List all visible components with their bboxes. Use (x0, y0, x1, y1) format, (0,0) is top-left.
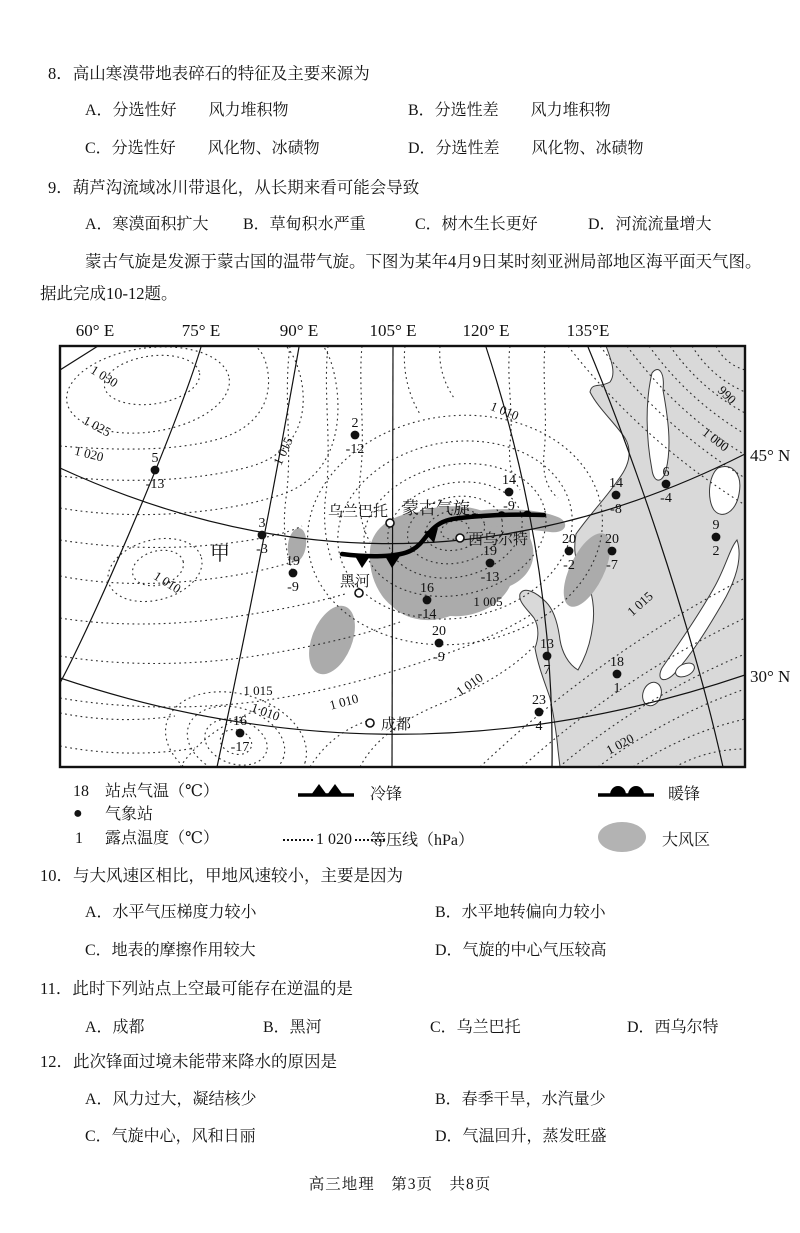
station-temperature: 6 (662, 465, 670, 480)
station-dewpoint: -13 (480, 570, 500, 585)
question-11-stem: 11．此时下列站点上空最可能存在逆温的是 (40, 979, 353, 998)
isobar-value-label: 1 010 (327, 690, 360, 713)
legend-temp-label: 站点气温（℃） (105, 783, 219, 800)
question-8-stem: 8．高山寒漠带地表碎石的特征及主要来源为 (48, 64, 370, 83)
q10-option-c: C．地表的摩擦作用较大 (85, 942, 256, 959)
isobar-value-label: 1 030 (88, 362, 121, 391)
latitude-label: 30° N (750, 667, 791, 686)
q8-option-c: C．分选性好 风化物、冰碛物 (85, 140, 320, 157)
station-dewpoint: 1 (613, 681, 621, 696)
weather-station-dot (662, 480, 671, 489)
weather-station-dot (151, 466, 160, 475)
region-label-jia: 甲 (210, 543, 230, 565)
city-label: 西乌尔特 (468, 532, 529, 548)
meridian-label: 120° E (462, 321, 510, 340)
warm-front-icon (598, 782, 654, 805)
q12-option-c: C．气旋中心，风和日丽 (85, 1128, 256, 1145)
meridian-75e (60, 347, 201, 683)
question-12-stem: 12．此次锋面过境未能带来降水的原因是 (40, 1052, 337, 1071)
q11-option-a: A．成都 (85, 1019, 145, 1036)
station-dot-icon: ● (73, 805, 83, 822)
meridian-label: 75° E (181, 321, 221, 340)
q11-option-d: D．西乌尔特 (627, 1019, 719, 1036)
cyclone-label: 蒙古气旋 (402, 499, 470, 518)
isobar-value-label: 1 015 (624, 588, 656, 620)
isobar-value-label: 1 015 (269, 434, 296, 468)
latitude-label: 45° N (750, 446, 791, 465)
isobar-value-label: 1 010 (453, 669, 486, 699)
gale-area-icon (598, 822, 646, 857)
weather-station-dot (351, 431, 360, 440)
station-dewpoint: -14 (417, 607, 437, 622)
city-marker (456, 534, 464, 542)
station-temperature: 9 (712, 518, 720, 533)
weather-station-dot (565, 547, 574, 556)
weather-station-dot (712, 533, 721, 542)
q10-option-b: B．水平地转偏向力较小 (435, 904, 606, 921)
gale-area-left (300, 599, 364, 681)
q8-option-a: A．分选性好 风力堆积物 (85, 102, 289, 119)
legend-warm-front-label: 暖锋 (668, 786, 701, 803)
weather-station-dot (612, 491, 621, 500)
station-temperature: 18 (610, 655, 624, 670)
weather-station-dot (289, 569, 298, 578)
station-temperature: 14 (609, 476, 623, 491)
legend-cold-front-label: 冷锋 (370, 786, 403, 803)
q9-option-b: B．草甸积水严重 (243, 216, 366, 233)
question-9-stem: 9．葫芦沟流域冰川带退化，从长期来看可能会导致 (48, 178, 420, 197)
station-temperature: 16 (420, 581, 434, 596)
station-temperature: 2 (351, 416, 359, 431)
legend-isobar-label: 等压线（hPa） (370, 832, 475, 849)
isobar-symbol-value: 1 020 (316, 831, 352, 848)
q10-option-d: D．气旋的中心气压较高 (435, 942, 607, 959)
station-dewpoint: 4 (535, 719, 543, 734)
station-dewpoint: -7 (606, 558, 618, 573)
station-dewpoint: -9 (433, 650, 445, 665)
q10-option-a: A．水平气压梯度力较小 (85, 904, 257, 921)
station-dewpoint: -9 (287, 580, 299, 595)
isobar-value-label: 1 025 (80, 412, 114, 440)
station-dewpoint: 2 (712, 544, 720, 559)
city-marker (366, 719, 374, 727)
station-dewpoint: -8 (610, 502, 622, 517)
legend-dew-label: 露点温度（℃） (105, 830, 219, 847)
legend-temp-symbol: 18 (73, 783, 89, 800)
weather-map (40, 318, 800, 778)
station-dewpoint: -2 (563, 558, 575, 573)
isobar-value-label: 1 020 (603, 730, 637, 758)
station-dewpoint: -4 (660, 491, 672, 506)
station-temperature: 13 (540, 637, 554, 652)
legend-gale-label: 大风区 (662, 832, 711, 849)
weather-station-dot (486, 559, 495, 568)
station-temperature: 20 (605, 532, 619, 547)
q9-option-d: D．河流流量增大 (588, 216, 712, 233)
isobar-value-label: 1 020 (73, 442, 106, 465)
weather-station-dot (435, 639, 444, 648)
station-dewpoint: 7 (543, 663, 551, 678)
page-footer: 高三地理 第3页 共8页 (308, 1176, 492, 1193)
city-label: 成都 (381, 717, 412, 733)
legend-dew-symbol: 1 (75, 830, 83, 847)
meridian-label: 105° E (369, 321, 417, 340)
meridian-label: 60° E (75, 321, 115, 340)
station-temperature: 16 (233, 714, 247, 729)
city-label: 乌兰巴托 (328, 504, 389, 520)
city-marker (386, 519, 394, 527)
station-temperature: 23 (532, 693, 546, 708)
station-temperature: 19 (286, 554, 300, 569)
question-10-stem: 10．与大风速区相比，甲地风速较小，主要是因为 (40, 866, 403, 885)
q9-option-a: A．寒漠面积扩大 (85, 216, 209, 233)
weather-station-dot (258, 531, 267, 540)
q11-option-b: B．黑河 (263, 1019, 322, 1036)
map-legend (40, 778, 780, 860)
station-temperature: 14 (502, 473, 516, 488)
isobar-value-label: 1 010 (249, 699, 282, 724)
station-dewpoint: -13 (145, 477, 165, 492)
q11-option-c: C．乌兰巴托 (430, 1019, 521, 1036)
cold-front-triangle (355, 556, 370, 568)
isobar-value-label: 1 005 (473, 594, 503, 609)
station-dewpoint: -12 (345, 442, 365, 457)
intro-paragraph-line2: 据此完成10-12题。 (40, 284, 178, 303)
meridian-label: 90° E (279, 321, 319, 340)
q12-option-b: B．春季干旱，水汽量少 (435, 1091, 606, 1108)
weather-map-svg (40, 318, 800, 778)
weather-station-dot (505, 488, 514, 497)
intro-paragraph-line1: 蒙古气旋是发源于蒙古国的温带气旋。下图为某年4月9日某时刻亚洲局部地区海平面天气图。 (85, 252, 762, 271)
isobar-value-label: 1 015 (243, 683, 273, 698)
station-temperature: 20 (432, 624, 446, 639)
weather-station-dot (236, 729, 245, 738)
station-dewpoint: -3 (256, 542, 268, 557)
weather-station-dot (535, 708, 544, 717)
q8-option-d: D．分选性差 风化物、冰碛物 (408, 140, 644, 157)
station-temperature: 19 (483, 544, 497, 559)
cold-front-icon (298, 782, 354, 805)
station-temperature: 20 (562, 532, 576, 547)
weather-station-dot (613, 670, 622, 679)
isobar-value-label: 1 010 (151, 568, 184, 597)
city-label: 黑河 (340, 574, 371, 590)
q8-option-b: B．分选性差 风力堆积物 (408, 102, 611, 119)
city-marker (355, 589, 363, 597)
station-temperature: 3 (258, 516, 266, 531)
weather-station-dot (608, 547, 617, 556)
weather-station-dot (543, 652, 552, 661)
isobar-value-label: 990 (714, 382, 740, 408)
sea-area (520, 346, 745, 767)
station-dewpoint: -9 (503, 499, 515, 514)
meridian-label: 135°E (566, 321, 610, 340)
q9-option-c: C．树木生长更好 (415, 216, 538, 233)
isobar-value-label: 1 010 (488, 398, 522, 424)
isobar-value-label: 1 000 (699, 424, 732, 455)
legend-station-label: 气象站 (105, 806, 154, 823)
q12-option-d: D．气温回升，蒸发旺盛 (435, 1128, 607, 1145)
station-temperature: 5 (151, 451, 159, 466)
q12-option-a: A．风力过大，凝结核少 (85, 1091, 257, 1108)
weather-station-dot (423, 596, 432, 605)
station-dewpoint: -17 (230, 740, 250, 755)
